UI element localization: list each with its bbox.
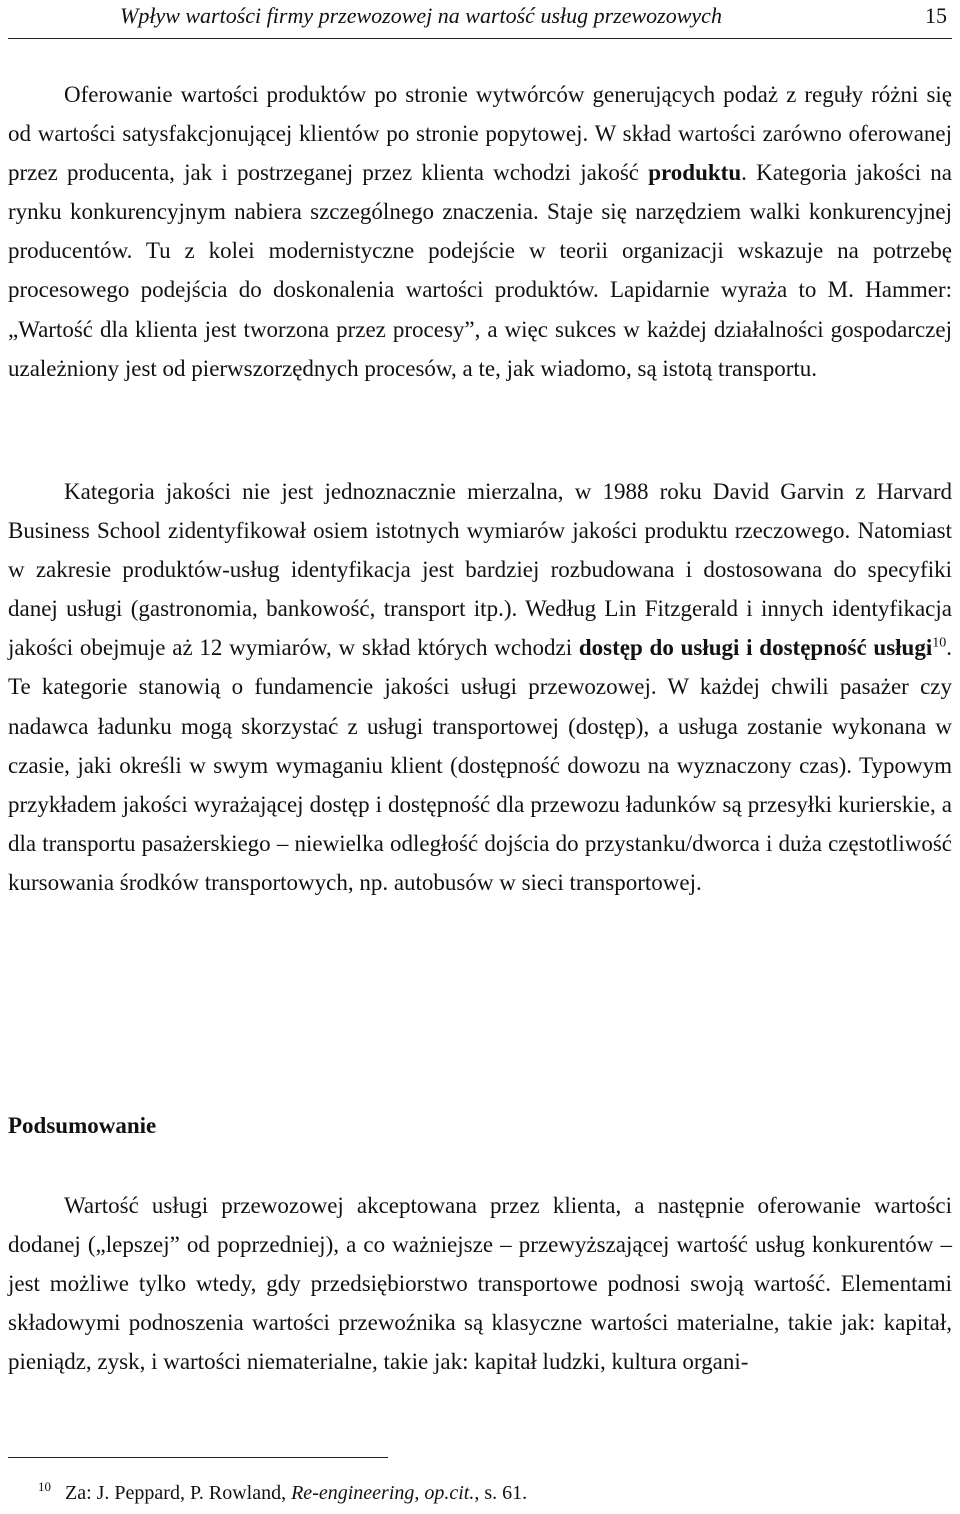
paragraph-text — [8, 472, 952, 902]
running-header — [8, 0, 952, 39]
paragraph-text — [8, 75, 952, 388]
footnote-title: Re-engineering — [291, 1482, 415, 1504]
footnote-ref: op.cit. — [424, 1482, 475, 1504]
footnote-separator — [8, 1457, 388, 1458]
page-number: 15 — [925, 3, 947, 28]
paragraph-text-part: . Kategoria jakości na rynku konkurencyjnym nabiera szczególnego znaczenia. Staje się narzędziem walki konkurencyjnej producentów. Tu z kolei modernistyczne podejście w teorii organizacji wskazuje na potrzebę procesowego podejścia do doskonalenia wartości produktów. Lapidarnie wyraża to M. Hammer: „Wartość dla klienta jest tworzona przez procesy”, a więc sukces w każdej działalności gospodarczej uzależniony jest od pierwszorzędnych procesów, a te, jak wiadomo, są istotą transportu. — [8, 160, 953, 381]
footnote-text: , — [414, 1482, 425, 1504]
paragraph-text: Wartość usługi przewozowej akceptowana przez klienta, a następnie oferowanie wartości dodanej („lepszej” od poprzedniej), a co ważniejsze – przewyższającej wartość usług konkurentów – jest możliwe tylko wtedy, gdy przedsiębiorstwo transportowe podnosi swoją wartość. Elementami składowymi podnoszenia wartości przewoźnika są klasyczne wartości materialne, takie jak: kapitał, pieniądz, zysk, i wartości niematerialne, takie jak: kapitał ludzki, kultura organi- — [8, 1193, 952, 1375]
paragraph-text-part: Oferowanie wartości produktów po stronie wytwórców generujących podaż z reguły różni się od wartości satysfakcjonującej klientów po stronie popytowej. W skład wartości zarówno oferowanej przez producenta, jak i postrzeganej przez klienta wchodzi jakość — [8, 82, 952, 186]
paragraph-text-part: . Te kategorie stanowią o fundamencie jakości usługi przewozowej. W każdej chwili pasażer czy nadawca ładunku mogą skorzystać z usługi transportowej (dostęp), a usługa zostanie wykonana w czasie, jaki określi w swym wymaganiu klient (dostępność dowozu na wyznaczony czas). Typowym przykładem jakości wyrażającej dostęp i dostępność dla przewozu ładunków są przesyłki kurierskie, a dla transportu pasażerskiego – niewielka odległość dojścia do przystanku/dworca i duża częstotliwość kursowania środków transportowych, np. autobusów w sieci transportowej. — [8, 635, 952, 895]
paragraph-value-offering — [8, 75, 952, 388]
footnote-text: , s. 61. — [474, 1482, 528, 1504]
footnote-reference[interactable]: 10 — [932, 635, 947, 651]
footnote — [38, 1479, 528, 1505]
paragraph-quality-dimensions — [8, 472, 952, 902]
section-heading: Podsumowanie — [8, 1113, 157, 1138]
paragraph-text-part: Kategoria jakości nie jest jednoznacznie mierzalna, w 1988 roku David Garvin z Harvard Business School zidentyfikował osiem istotnych wymiarów jakości produktu rzeczowego. Natomiast w zakresie produktów-usług identyfikacja jest bardziej rozbudowana i dostosowana do specyfiki danej usługi (gastronomia, bankowość, transport itp.). Według Lin Fitzgerald i innych identyfikacja jakości obejmuje aż 12 wymiarów, w skład których wchodzi — [8, 479, 952, 661]
bold-term-produktu: produktu — [648, 160, 742, 186]
footnote-text: Za: J. Peppard, P. Rowland, — [65, 1482, 292, 1504]
footnote-number: 10 — [38, 1479, 51, 1495]
bold-term-access: dostęp do usługi i dostępność usługi — [578, 635, 933, 661]
paragraph-summary — [8, 1186, 952, 1381]
running-title: Wpływ wartości firmy przewozowej na wartość usług przewozowych — [120, 3, 722, 28]
